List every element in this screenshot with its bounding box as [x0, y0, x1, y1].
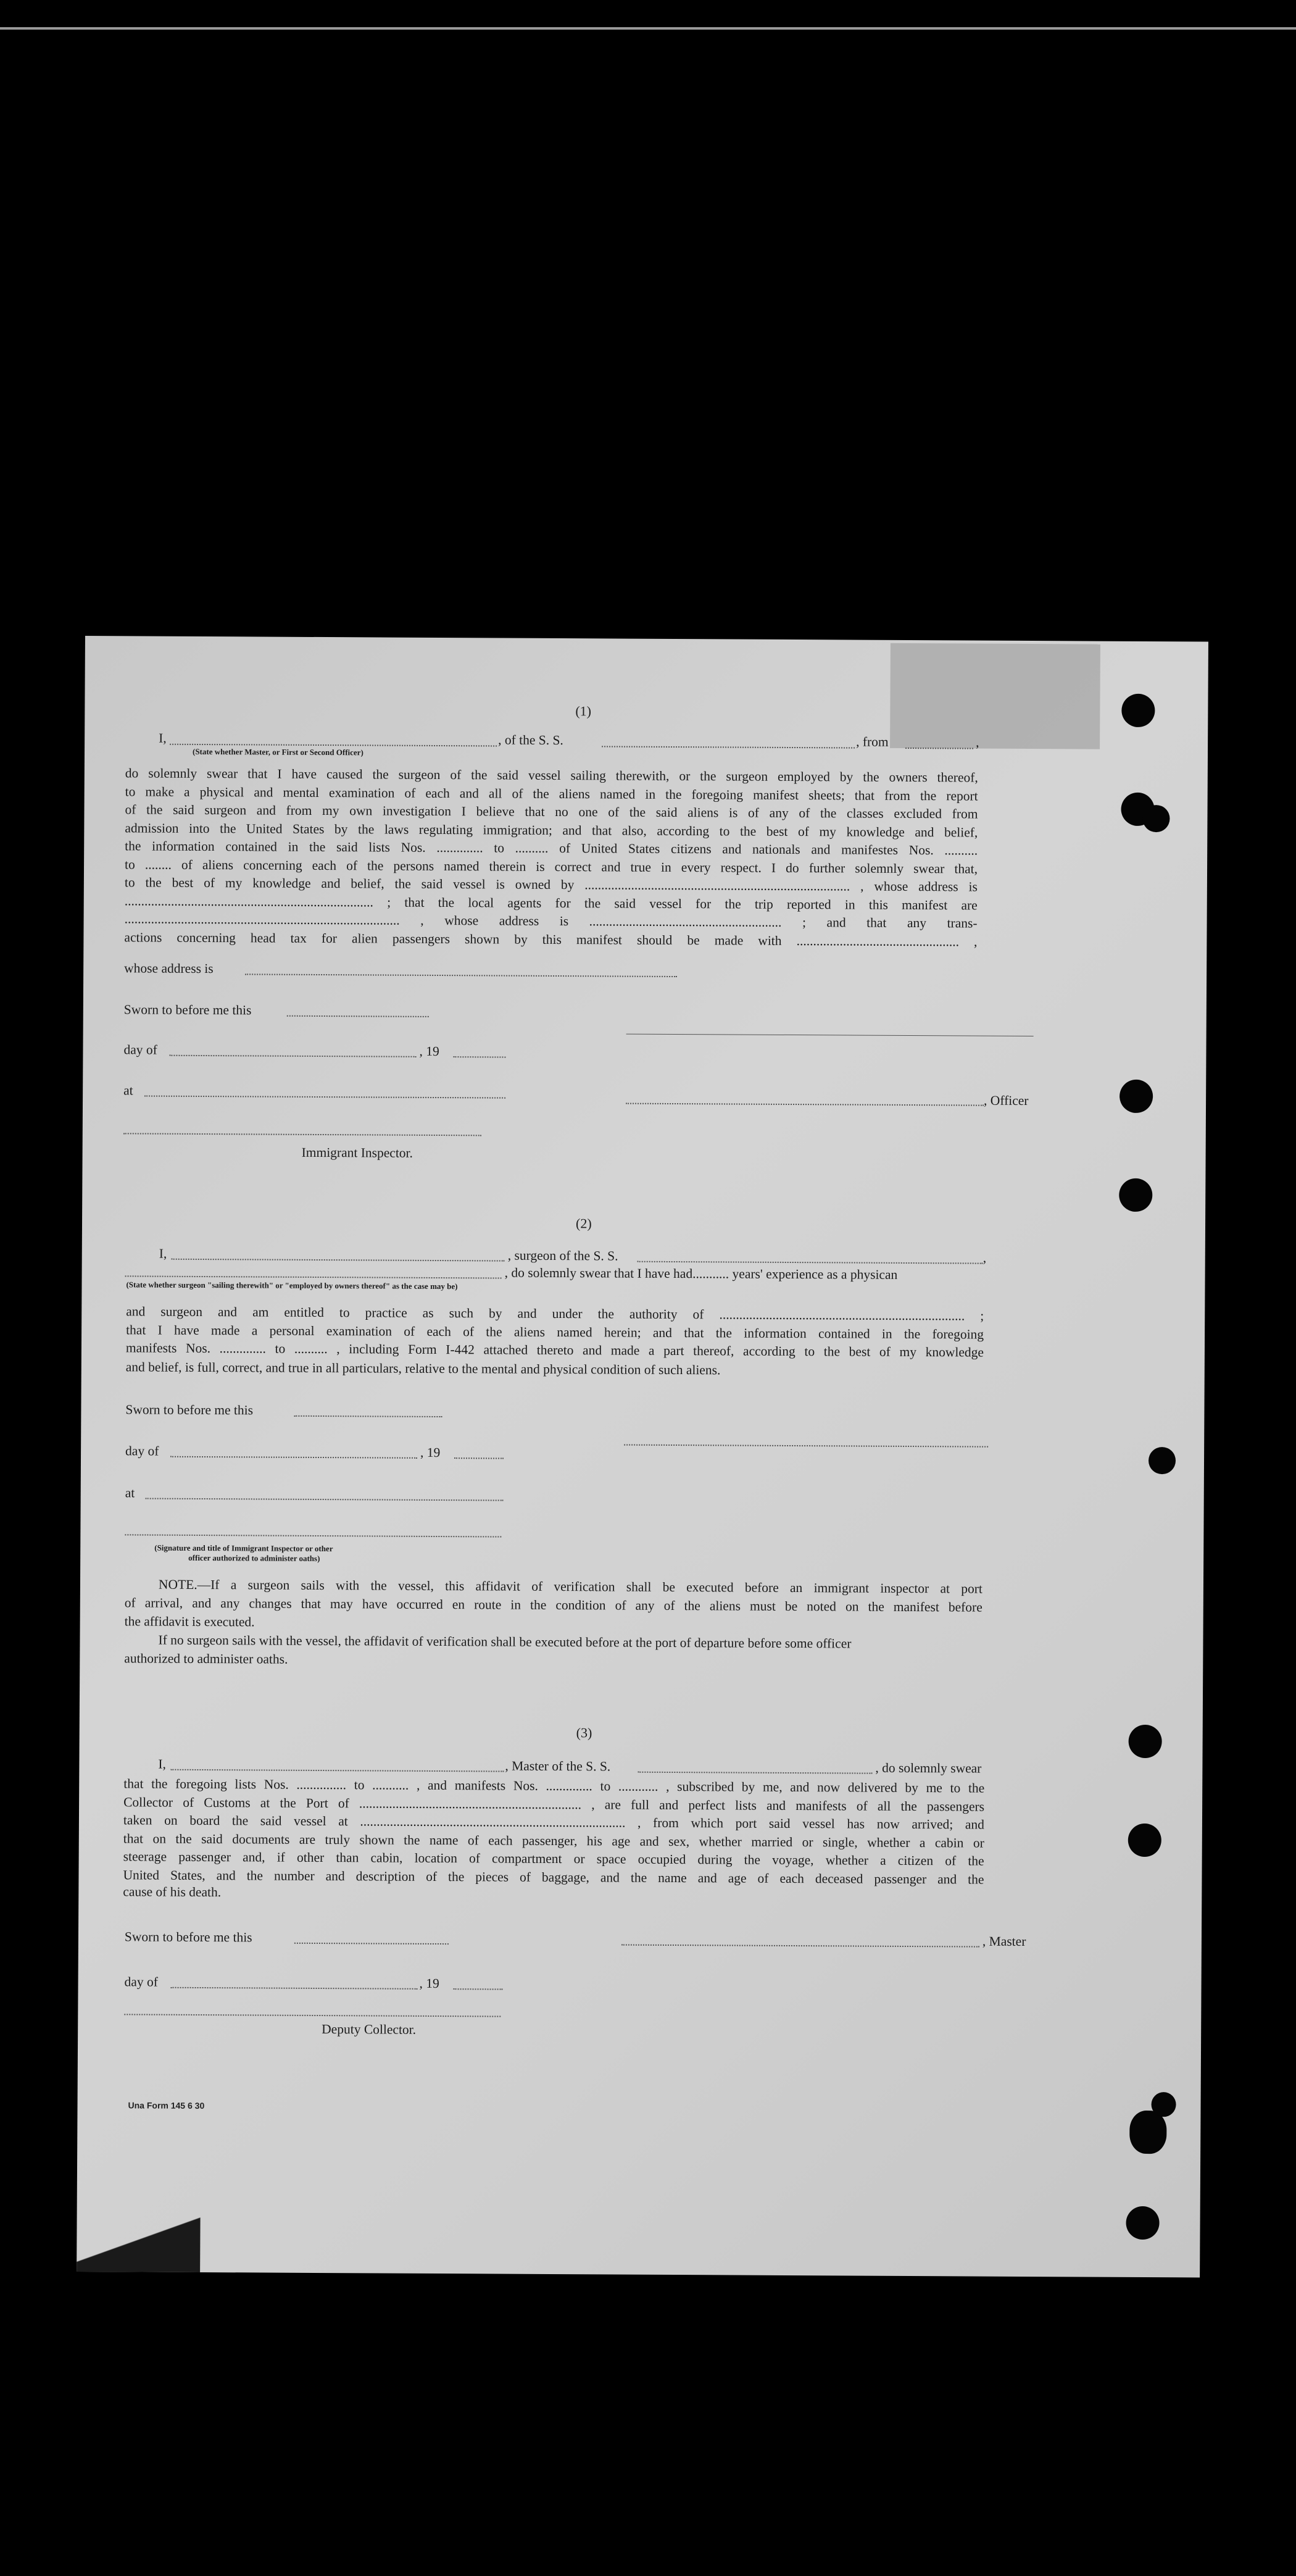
- section-2-note: NOTE.—If a surgeon sails with the vessel, this affidavit of verification shall be executed before an immigrant inspector at port of arrival, and any changes that may have occurred en route in the condition of any of the aliens must be noted on the manifest before: [124, 1577, 983, 1615]
- section-2-i: I,: [159, 1246, 167, 1261]
- section-2-caption: (State whether surgeon "sailing therewith" or "employed by owners thereof" as the case may be): [126, 1280, 458, 1291]
- section-1-from-label: , from: [856, 734, 889, 749]
- section-3-master-label: , Master of the S. S.: [505, 1758, 611, 1774]
- section-3-oath-text: that the foregoing lists Nos. ............... to ........... , and manifests Nos. .............. to ............ , subscribed by me, and now delivered by me to the Collector of Customs at the Port of ................................................................... , are full and perfect lists and manifests of all the passengers taken on board the said vessel at ................................................................................ , from which port said vessel has now arrived; and that on the said documents are truly shown the name of each passenger, his age and sex, whether married or single, whether a cabin or steerage passenger and, if other than cabin, location of compartment or space occupied during the voyage, whether a citizen of the United States, and the number and description of the pieces of baggage, and the name and age of each deceased passenger and the: [123, 1776, 985, 1887]
- section-2-sworn: Sworn to before me this: [125, 1402, 254, 1418]
- binder-hole: [1119, 1080, 1153, 1113]
- section-1-at: at: [123, 1083, 133, 1098]
- section-3-deputy-collector: Deputy Collector.: [322, 2022, 417, 2037]
- section-1-whose-address: whose address is: [124, 961, 214, 977]
- tape-patch: [890, 643, 1100, 749]
- section-1-ship-label: , of the S. S.: [498, 732, 563, 748]
- binder-hole: [1129, 1725, 1162, 1758]
- section-1-caption: (State whether Master, or First or Second Officer): [192, 746, 363, 757]
- binder-hole: [1126, 2206, 1159, 2240]
- torn-corner: [77, 2216, 200, 2272]
- binder-hole: [1119, 1178, 1152, 1212]
- section-1-inspector: Immigrant Inspector.: [301, 1144, 413, 1161]
- section-2-note-2: If no surgeon sails with the vessel, the affidavit of verification shall be executed before at the port of departure before some officer: [158, 1632, 852, 1651]
- section-1-day-of: day of: [123, 1042, 157, 1057]
- manifest-verification-page: (1) I, , of the S. S. , from , (State whether Master, or First or Second Officer) do solemnly swear that I have caused the surgeon of the said vessel sailing therewith, or the surgeon employed by the owners thereof, to make a physical and mental examination of each and all of the aliens named in the foregoing manifest sheets; that from the report of the said surgeon and from my own investigation I believe that no one of the said aliens is of any of the classes excluded from admission into the United States by the laws regulating immigration; and that also, according to the best of my knowledge and belief, the information contained in the said lists Nos. .............. to .......... of United States citizens and nationals and manifestes Nos. .......... to ........ of aliens concerning each of the persons named therein is correct and true in every respect. I do further solemnly swear that, to the best of my knowledge and belief, the said vessel is owned by ................................................................................ , whose address is ........................................................................... ; that the local agents for the said vessel for the trip reported in this manifest are ................................................................................... , whose address is .......................................................... ; and that any trans- actions concerning head tax for alien passengers shown by this manifest should be made with ................................................. , whose address is Sworn to before me this day of , 19 at , Officer Immigrant Inspector. (2) I, , surgeon of the S. S. , , do solemnly swear that I have had........... years' experience as a physican (State whether surgeon "sailing therewith" or "employed by owners thereof" as the case may be) and surgeon and am entitled to practice as such by and under the authority of .......................................................................... ; that I have made a personal examination of each of the aliens named herein; and that the information contained in the foregoing manifests Nos. .............. to .......... , including Form I-442 attached thereto and made a part thereof, according to the best of my knowledge and belief, is full, correct, and true in all particulars, relative to the mental and physical condition of such aliens. Sworn to before me this day of , 19 at (Signature and title of Immigrant Inspector or other officer authorized to administer oaths) NOTE.—If a surgeon sails with the vessel, this affidavit of verification shall be executed before an immigrant inspector at port of arrival, and any changes that may have occurred en route in the condition of any of the aliens must be noted on the manifest before the affidavit is executed. If no surgeon sails with the vessel, the affidavit of verification shall be executed before at the port of departure before some officer authorized to administer oaths. (3) I, , Master of the S. S. , do solemnly swear that the foregoing lists Nos. ............... to ........... , and manifests Nos. .............. to ............ , subscribed by me, and now delivered by me to the Collector of Customs at the Port of ................................................................... , are full and perfect lists and manifests of all the passengers taken on board the said vessel at ................................................................................ , from which port said vessel has now arrived; and that on the said documents are truly shown the name of each passenger, his age and sex, whether married or single, whether a cabin or steerage passenger and, if other than cabin, location of compartment or space occupied during the voyage, whether a citizen of the United States, and the number and description of the pieces of baggage, and the name and age of each deceased passenger and the cause of his death. Sworn to before me this , Master day of , 19 Deputy Collector. Una Form 145 6 30: [77, 636, 1208, 2277]
- section-1-officer: , Officer: [984, 1093, 1029, 1109]
- section-1-i: I,: [159, 730, 167, 746]
- section-3-number: (3): [576, 1725, 592, 1741]
- section-3-last-line: cause of his death.: [123, 1884, 222, 1900]
- section-2-oath-text: and surgeon and am entitled to practice as such by and under the authority of .......................................................................... ; that I have made a personal examination of each of the aliens named herein; and that the information contained in the foregoing manifests Nos. .............. to .......... , including Form I-442 attached thereto and made a part thereof, according to the best of my knowledge: [125, 1304, 984, 1360]
- section-2-surgeon-label: , surgeon of the S. S.: [507, 1248, 618, 1264]
- section-3-i: I,: [158, 1756, 167, 1772]
- section-3-sworn: Sworn to before me this: [124, 1929, 252, 1945]
- section-2-signature-caption-2: officer authorized to administer oaths): [188, 1553, 320, 1564]
- binder-hole: [1149, 1447, 1176, 1474]
- section-2-at: at: [125, 1485, 135, 1501]
- section-3-master: , Master: [982, 1933, 1026, 1949]
- binder-hole: [1128, 1824, 1161, 1857]
- top-rule: [0, 27, 1296, 30]
- form-number: Una Form 145 6 30: [128, 2100, 205, 2111]
- section-1-number: (1): [575, 703, 592, 719]
- section-2-last-line: and belief, is full, correct, and true in all particulars, relative to the mental and physical condition of such aliens.: [125, 1359, 721, 1378]
- section-1-oath-text: do solemnly swear that I have caused the surgeon of the said vessel sailing therewith, or the surgeon employed by the owners thereof, to make a physical and mental examination of each and all of the aliens named in the foregoing manifest sheets; that from the report of the said surgeon and from my own investigation I believe that no one of the said aliens is of any of the classes excluded from admission into the United States by the laws regulating immigration; and that also, according to the best of my knowledge and belief, the information contained in the said lists Nos. .............. to .......... of United States citizens and nationals and manifestes Nos. .......... to ........ of aliens concerning each of the persons named therein is correct and true in every respect. I do further solemnly swear that, to the best of my knowledge and belief, the said vessel is owned by ................................................................................ , whose address is ........................................................................... ; that the local agents for the said vessel for the trip reported in this manifest are ................................................................................... , whose address is .......................................................... ; and that any trans- actions concerning head tax for alien passengers shown by this manifest should be made with ................................................. ,: [124, 765, 978, 949]
- section-2-day-of: day of: [125, 1443, 159, 1459]
- section-3-day-of: day of: [124, 1974, 158, 1990]
- binder-hole: [1151, 2092, 1176, 2117]
- section-1-sworn: Sworn to before me this: [123, 1002, 252, 1018]
- binder-hole: [1121, 694, 1155, 727]
- section-2-number: (2): [575, 1215, 592, 1232]
- binder-hole: [1142, 805, 1169, 832]
- binder-hole: [1129, 2111, 1166, 2154]
- section-2-experience: , do solemnly swear that I have had........... years' experience as a physican: [504, 1265, 898, 1282]
- section-2-signature-caption-1: (Signature and title of Immigrant Inspector or other: [154, 1543, 333, 1554]
